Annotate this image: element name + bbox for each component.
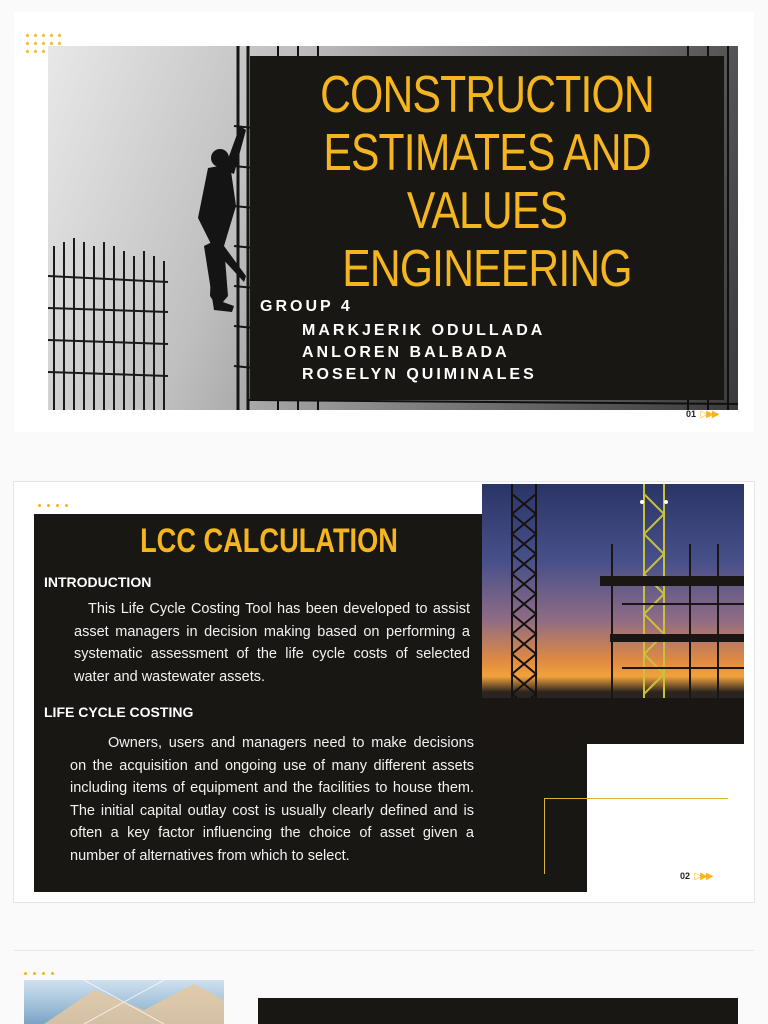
page-indicator: [686, 404, 718, 422]
title-panel: [250, 56, 724, 400]
intro-paragraph: This Life Cycle Costing Tool has been developed to assist asset managers in decision making based on performing a systematic assessment of the life cycle costs of selected water and wastewater assets.: [74, 601, 470, 685]
slide-divider: [14, 950, 754, 951]
content-panel: [258, 998, 738, 1024]
slide-1: [14, 12, 754, 432]
dot-grid-icon: [24, 972, 54, 975]
title-line: ENGINEERING: [342, 240, 632, 298]
slide-title: [293, 66, 682, 298]
building-icon: [24, 980, 224, 1024]
building-photo: [24, 980, 224, 1024]
arrow-right-icon[interactable]: ▷▶▶: [700, 409, 718, 420]
title-line: CONSTRUCTION: [320, 66, 654, 124]
member-name: ROSELYN QUIMINALES: [302, 366, 537, 383]
page-indicator: [680, 866, 712, 884]
section-heading: INTRODUCTION: [44, 574, 152, 590]
construction-photo: [482, 484, 744, 744]
member-name: ANLOREN BALBADA: [302, 344, 510, 361]
page-number: 02: [680, 871, 691, 881]
section-heading: LIFE CYCLE COSTING: [44, 704, 194, 720]
construction-crane-icon: [482, 484, 744, 744]
member-name: MARKJERIK ODULLADA: [302, 322, 546, 339]
arrow-right-icon[interactable]: ▷▶▶: [694, 871, 712, 882]
accent-line: [544, 798, 545, 874]
lcc-paragraph: Owners, users and managers need to make decisions on the acquisition and ongoing use of many different assets including items of equipment and the facilities to house them. The initial capital outlay cost is usually clearly defined and is often a key factor influencing the choice of asset given a number of alternatives from which to select.: [70, 735, 474, 864]
dot-grid-icon: [38, 504, 68, 507]
slide-2: [14, 482, 754, 902]
group-label: GROUP 4: [260, 298, 353, 315]
accent-line: [544, 798, 728, 799]
page-number: 01: [686, 409, 697, 419]
title-line: ESTIMATES AND: [323, 124, 651, 182]
slide-title: LCC CALCULATION: [140, 522, 398, 560]
title-line: VALUES: [406, 182, 568, 240]
